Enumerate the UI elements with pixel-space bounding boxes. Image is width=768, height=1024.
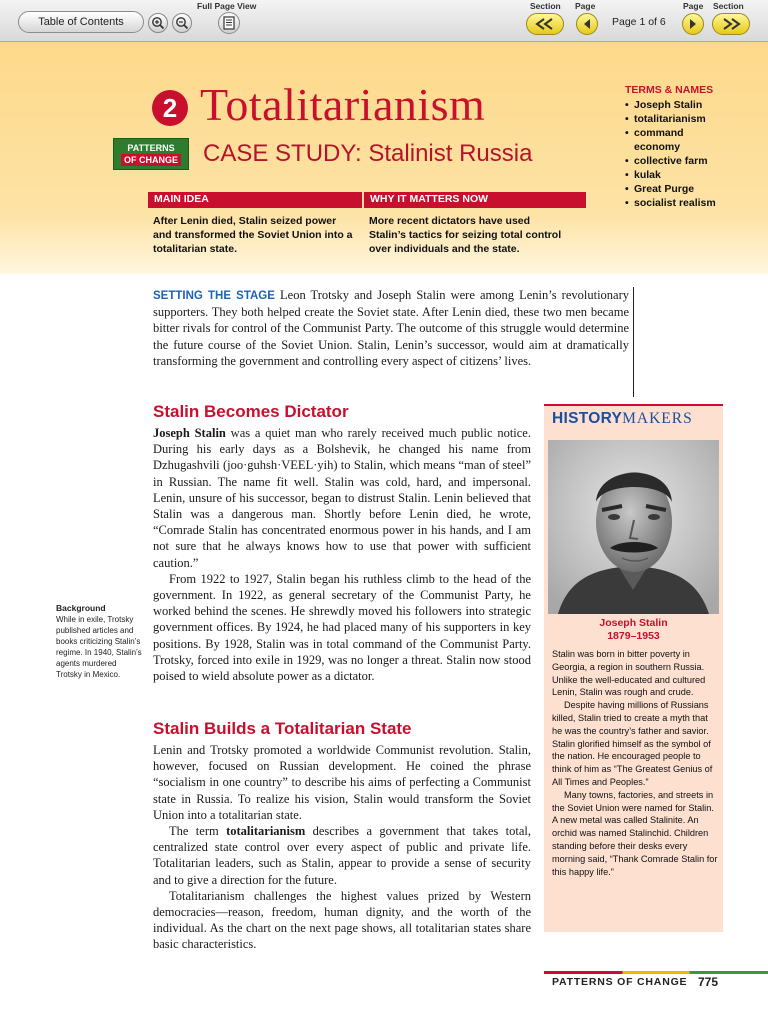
previous-page-button[interactable] [576, 13, 598, 35]
terms-list [625, 98, 765, 210]
next-page-button[interactable] [682, 13, 704, 35]
section-2-body [153, 742, 531, 953]
viewer-toolbar [0, 0, 768, 42]
history-makers-title-a: HISTORY [552, 410, 623, 427]
badge-line-1: PATTERNS [127, 143, 175, 153]
term-item[interactable]: • command [625, 126, 765, 140]
zoom-out-button[interactable] [172, 13, 192, 33]
setting-the-stage-paragraph [153, 287, 629, 369]
main-idea-line: totalitarian state. [153, 243, 238, 255]
paragraph [153, 823, 531, 888]
zoom-out-icon [175, 16, 189, 30]
history-maker-name [544, 617, 723, 643]
footer-color-rule [544, 971, 768, 974]
page-view-icon [223, 16, 235, 30]
patterns-of-change-badge [113, 138, 189, 170]
history-makers-title-b: MAKERS [622, 410, 693, 427]
footer-label: PATTERNS OF CHANGE [552, 976, 688, 988]
term-totalitarianism: totalitarianism [226, 824, 306, 839]
paragraph-text: describes a government that takes total, centralized state control over every aspect of public and private life. Totalitarian leaders, such as Stalin, appear to provide a sense of security and to give a direction for the future. [153, 824, 532, 887]
terms-title: TERMS & NAMES [625, 84, 714, 96]
history-maker-name-text: Joseph Stalin [599, 617, 668, 629]
page-label-right: Page [683, 1, 704, 11]
term-item[interactable]: • Joseph Stalin [625, 98, 765, 112]
table-of-contents-button[interactable]: Table of Contents [18, 11, 144, 33]
paragraph: From 1922 to 1927, Stalin began his ruthless climb to the head of the government. In 1922, as general secretary of the Communist Party, he worked behind the scenes. He shrewdly moved his followers into strategic government offices. By 1924, he had placed many of his supporters in key positions. By 1928, Stalin was in total command of the Communist Party. Trotsky, forced into exile in 1929, was no longer a threat. Stalin now stood poised to wield absolute power as a dictator. [153, 571, 531, 684]
why-line: over individuals and the state. [369, 243, 520, 255]
badge-line-2: OF CHANGE [121, 154, 181, 166]
why-it-matters-text [369, 214, 585, 256]
page-indicator: Page 1 of 6 [612, 16, 666, 28]
next-section-button[interactable] [712, 13, 750, 35]
chevron-left-icon [582, 18, 592, 30]
term-item[interactable]: • totalitarianism [625, 112, 765, 126]
history-makers-title [552, 410, 693, 428]
page-label-left: Page [575, 1, 596, 11]
margin-note-title: Background [56, 603, 106, 613]
page-title: Totalitarianism [200, 79, 486, 130]
section-label-right: Section [713, 1, 744, 11]
background-margin-note [56, 603, 142, 680]
main-idea-line: After Lenin died, Stalin seized power [153, 215, 337, 227]
setting-the-stage-text: Leon Trotsky and Joseph Stalin were among Lenin’s revolutionary supporters. They both helped create the Soviet state. After Lenin died, these two men became bitter rivals for control of the Communist Party. The outcome of this struggle would determine the future course of the Soviet Union. Stalin, Lenin’s successor, would aim at dramatically transforming the government and controlling every aspect of citizens’ lives. [153, 288, 629, 368]
section-heading-totalitarian-state: Stalin Builds a Totalitarian State [153, 719, 412, 738]
case-study-title: CASE STUDY: Stalinist Russia [203, 140, 533, 167]
portrait-image [548, 440, 719, 614]
zoom-in-icon [151, 16, 165, 30]
stalin-portrait-photo [548, 440, 719, 614]
main-idea-text [153, 214, 365, 256]
bio-paragraph: Many towns, factories, and streets in the Soviet Union were named for Stalin. A new metal was called Stalinite. An orchid was named Stalinchid. Children standing before their desks every morning said, “Thank Comrade Stalin for this happy life.” [552, 789, 718, 877]
section-label-left: Section [530, 1, 561, 11]
intro-divider [633, 287, 634, 397]
section-1-body [153, 425, 531, 684]
term-item[interactable]: • socialist realism [625, 196, 765, 210]
paragraph-text: The term [169, 824, 227, 839]
history-makers-sidebar [544, 404, 723, 932]
paragraph: Totalitarianism challenges the highest values prized by Western democracies—reason, freedom, human dignity, and the worth of the individual. As the chart on the next page shows, all totalitarian states share basic characteristics. [153, 888, 531, 952]
page-number: 775 [698, 975, 719, 989]
term-item-continuation[interactable]: economy [634, 141, 681, 153]
main-idea-label: MAIN IDEA [148, 192, 362, 208]
previous-section-button[interactable] [526, 13, 564, 35]
main-idea-line: and transformed the Soviet Union into a [153, 229, 353, 241]
why-it-matters-label: WHY IT MATTERS NOW [364, 192, 586, 208]
term-item[interactable]: • Great Purge [625, 182, 765, 196]
chevron-right-icon [688, 18, 698, 30]
setting-the-stage-label: SETTING THE STAGE [153, 290, 275, 302]
margin-note-text: While in exile, Trotsky published articles and books criticizing Stalin’s regime. In 1940, Stalin’s agents murdered Trotsky in Mexico. [56, 615, 142, 679]
term-item[interactable]: • collective farm [625, 154, 765, 168]
zoom-in-button[interactable] [148, 13, 168, 33]
full-page-view-button[interactable] [218, 12, 240, 34]
why-line: More recent dictators have used [369, 215, 531, 227]
history-maker-years: 1879–1953 [607, 630, 660, 642]
paragraph-text: was a quiet man who rarely received much public notice. During his early days as a Bolshevik, he changed his name from Dzhugashvili (joo·guhsh·VEEL·yih) to Stalin, which means “man of steel” in Russian. The name fit well. Stalin was cold, hard, and impersonal. Lenin, unsure of his successor, began to distrust Stalin. Lenin believed that Stalin was a dangerous man. Shortly before Lenin died, he wrote, “Comrade Stalin has concentrated enormous power in his hands, and I am not sure that he always knows how to use that power with sufficient caution.” [153, 426, 531, 570]
term-joseph-stalin: Joseph Stalin [153, 426, 226, 440]
bio-paragraph: Despite having millions of Russians killed, Stalin tried to create a myth that he was the country’s father and savior. Stalin glorified himself as the symbol of the nation. He encouraged people to think of him as “The Greatest Genius of All Times and Peoples.” [552, 700, 713, 787]
section-heading-stalin-becomes-dictator: Stalin Becomes Dictator [153, 402, 349, 421]
paragraph [153, 425, 531, 571]
bio-paragraph: Stalin was born in bitter poverty in Georgia, a region in southern Russia. Unlike the well-educated and cultured Lenin, Stalin was rough and crude. [552, 649, 706, 698]
terms-and-names [625, 84, 765, 210]
chapter-number-badge: 2 [152, 90, 188, 126]
paragraph: Lenin and Trotsky promoted a worldwide Communist revolution. Stalin, however, focused on Russian development. He coined the phrase “socialism in one country” to describe his aims of perfecting a Communist state in Russia. To realize his vision, Stalin would transform the Soviet Union into a totalitarian state. [153, 743, 531, 822]
history-maker-bio [552, 648, 718, 878]
term-item[interactable]: • kulak [625, 168, 765, 182]
why-line: Stalin’s tactics for seizing total control [369, 229, 562, 241]
full-page-view-label: Full Page View [197, 1, 257, 11]
double-chevron-right-icon [720, 18, 742, 30]
double-chevron-left-icon [534, 18, 556, 30]
